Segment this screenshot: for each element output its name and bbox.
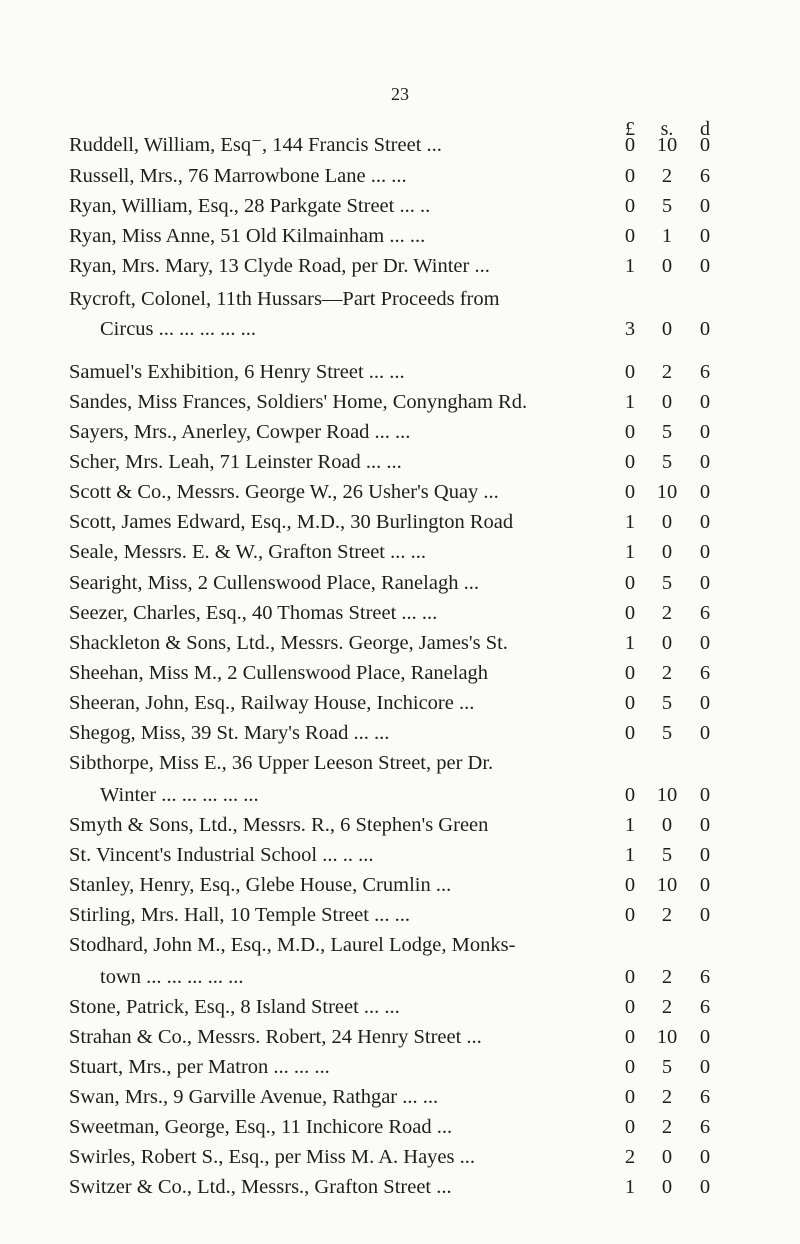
- pence-amount: 0: [699, 225, 711, 247]
- pounds-amount: 0: [624, 602, 636, 624]
- pence-amount: 0: [699, 844, 711, 866]
- list-item: [0, 1052, 800, 1082]
- shillings-amount: 10: [656, 481, 678, 503]
- shillings-amount: 2: [661, 1086, 673, 1108]
- shillings-amount: 2: [661, 904, 673, 926]
- donor-name: Ryan, William, Esq., 28 Parkgate Street ... ..: [69, 195, 431, 217]
- pounds-amount: 0: [624, 451, 636, 473]
- shillings-amount: 5: [661, 722, 673, 744]
- shillings-amount: 0: [661, 814, 673, 836]
- list-item: [0, 314, 800, 344]
- donor-name: Russell, Mrs., 76 Marrowbone Lane ... ...: [69, 165, 407, 187]
- shillings-amount: 0: [661, 541, 673, 563]
- shillings-amount: 0: [661, 632, 673, 654]
- shillings-amount: 0: [661, 255, 673, 277]
- donor-name: Ryan, Mrs. Mary, 13 Clyde Road, per Dr. Winter ...: [69, 255, 490, 277]
- pence-amount: 6: [699, 361, 711, 383]
- list-item: [0, 130, 800, 160]
- pence-amount: 6: [699, 1116, 711, 1138]
- list-item: [0, 658, 800, 688]
- pounds-amount: 0: [624, 784, 636, 806]
- list-item: [0, 1172, 800, 1202]
- pence-amount: 0: [699, 451, 711, 473]
- pence-amount: 6: [699, 966, 711, 988]
- donor-name: Winter ... ... ... ... ...: [100, 784, 259, 806]
- pounds-amount: 1: [624, 511, 636, 533]
- list-item: [0, 1082, 800, 1112]
- list-item: [0, 840, 800, 870]
- pounds-amount: 0: [624, 421, 636, 443]
- shillings-amount: 5: [661, 421, 673, 443]
- list-item: [0, 598, 800, 628]
- pounds-amount: 1: [624, 541, 636, 563]
- donor-name: town ... ... ... ... ...: [100, 966, 244, 988]
- pounds-amount: 0: [624, 996, 636, 1018]
- pence-amount: 0: [699, 481, 711, 503]
- donor-name: Ruddell, William, Esq⁻, 144 Francis Street ...: [69, 134, 442, 156]
- shillings-amount: 2: [661, 602, 673, 624]
- shillings-amount: 2: [661, 662, 673, 684]
- list-item: [0, 870, 800, 900]
- pounds-amount: 0: [624, 361, 636, 383]
- pence-amount: 0: [699, 1026, 711, 1048]
- list-item: [0, 992, 800, 1022]
- donor-name: Strahan & Co., Messrs. Robert, 24 Henry Street ...: [69, 1026, 482, 1048]
- pence-amount: 6: [699, 1086, 711, 1108]
- shillings-amount: 10: [656, 134, 678, 156]
- list-item: [0, 568, 800, 598]
- pence-amount: 6: [699, 602, 711, 624]
- donor-name: Sandes, Miss Frances, Soldiers' Home, Conyngham Rd.: [69, 391, 528, 413]
- pence-amount: 0: [699, 814, 711, 836]
- shillings-amount: 5: [661, 692, 673, 714]
- list-item: [0, 221, 800, 251]
- shillings-amount: 0: [661, 1176, 673, 1198]
- pounds-amount: 1: [624, 391, 636, 413]
- donor-name: Rycroft, Colonel, 11th Hussars—Part Proceeds from: [69, 288, 500, 310]
- pounds-amount: 0: [624, 1026, 636, 1048]
- list-item: [0, 962, 800, 992]
- shillings-amount: 5: [661, 451, 673, 473]
- shillings-amount: 5: [661, 572, 673, 594]
- shillings-amount: 5: [661, 1056, 673, 1078]
- pounds-amount: 0: [624, 874, 636, 896]
- donor-name: Scott & Co., Messrs. George W., 26 Usher's Quay ...: [69, 481, 499, 503]
- donor-name: Shackleton & Sons, Ltd., Messrs. George, James's St.: [69, 632, 508, 654]
- shillings-amount: 2: [661, 996, 673, 1018]
- list-item: [0, 357, 800, 387]
- pence-amount: 0: [699, 1146, 711, 1168]
- donor-name: Switzer & Co., Ltd., Messrs., Grafton Street ...: [69, 1176, 452, 1198]
- list-item: [0, 810, 800, 840]
- list-item: [0, 628, 800, 658]
- list-item: [0, 537, 800, 567]
- pounds-amount: 1: [624, 844, 636, 866]
- pounds-amount: 0: [624, 1056, 636, 1078]
- pounds-amount: 0: [624, 134, 636, 156]
- pounds-amount: 0: [624, 692, 636, 714]
- list-item: [0, 251, 800, 281]
- pence-column-header: d: [700, 118, 710, 140]
- donor-name: Sweetman, George, Esq., 11 Inchicore Road ...: [69, 1116, 453, 1138]
- list-item: [0, 748, 800, 778]
- pounds-amount: 1: [624, 632, 636, 654]
- pence-amount: 0: [699, 692, 711, 714]
- pence-amount: 0: [699, 318, 711, 340]
- shillings-amount: 0: [661, 318, 673, 340]
- donor-name: Stodhard, John M., Esq., M.D., Laurel Lodge, Monks-: [69, 934, 516, 956]
- pence-amount: 0: [699, 541, 711, 563]
- pounds-amount: 0: [624, 225, 636, 247]
- donor-name: Samuel's Exhibition, 6 Henry Street ... ...: [69, 361, 405, 383]
- shillings-amount: 2: [661, 361, 673, 383]
- pence-amount: 0: [699, 255, 711, 277]
- donor-name: Ryan, Miss Anne, 51 Old Kilmainham ... ...: [69, 225, 426, 247]
- shillings-amount: 2: [661, 165, 673, 187]
- pounds-amount: 2: [624, 1146, 636, 1168]
- pounds-column-header: £: [625, 118, 635, 140]
- list-item: [0, 688, 800, 718]
- list-item: [0, 900, 800, 930]
- list-item: [0, 780, 800, 810]
- pounds-amount: 1: [624, 255, 636, 277]
- pence-amount: 0: [699, 874, 711, 896]
- shillings-amount: 2: [661, 1116, 673, 1138]
- list-item: [0, 1142, 800, 1172]
- pence-amount: 0: [699, 391, 711, 413]
- shillings-amount: 10: [656, 784, 678, 806]
- page-number: 23: [391, 84, 409, 104]
- pence-amount: 6: [699, 165, 711, 187]
- pence-amount: 0: [699, 632, 711, 654]
- pence-amount: 6: [699, 662, 711, 684]
- pounds-amount: 1: [624, 814, 636, 836]
- donor-name: Sheehan, Miss M., 2 Cullenswood Place, Ranelagh: [69, 662, 489, 684]
- donor-name: Seale, Messrs. E. & W., Grafton Street ... ...: [69, 541, 426, 563]
- pence-amount: 0: [699, 904, 711, 926]
- list-item: [0, 507, 800, 537]
- donor-name: Stuart, Mrs., per Matron ... ... ...: [69, 1056, 330, 1078]
- pence-amount: 0: [699, 722, 711, 744]
- pounds-amount: 0: [624, 904, 636, 926]
- donor-name: Stanley, Henry, Esq., Glebe House, Crumlin ...: [69, 874, 452, 896]
- donor-name: Sibthorpe, Miss E., 36 Upper Leeson Street, per Dr.: [69, 752, 494, 774]
- pence-amount: 6: [699, 996, 711, 1018]
- shillings-amount: 5: [661, 195, 673, 217]
- donor-name: Scott, James Edward, Esq., M.D., 30 Burlington Road: [69, 511, 514, 533]
- list-item: [0, 930, 800, 960]
- pounds-amount: 1: [624, 1176, 636, 1198]
- pence-amount: 0: [699, 511, 711, 533]
- pounds-amount: 0: [624, 1116, 636, 1138]
- donor-name: St. Vincent's Industrial School ... .. ...: [69, 844, 374, 866]
- pounds-amount: 0: [624, 662, 636, 684]
- pounds-amount: 0: [624, 481, 636, 503]
- pence-amount: 0: [699, 784, 711, 806]
- list-item: [0, 1022, 800, 1052]
- pence-amount: 0: [699, 1056, 711, 1078]
- donor-name: Shegog, Miss, 39 St. Mary's Road ... ...: [69, 722, 390, 744]
- list-item: [0, 284, 800, 314]
- list-item: [0, 477, 800, 507]
- list-item: [0, 417, 800, 447]
- list-item: [0, 447, 800, 477]
- list-item: [0, 191, 800, 221]
- shillings-amount: 1: [661, 225, 673, 247]
- donor-name: Sheeran, John, Esq., Railway House, Inchicore ...: [69, 692, 475, 714]
- pence-amount: 0: [699, 421, 711, 443]
- donor-name: Circus ... ... ... ... ...: [100, 318, 257, 340]
- shillings-amount: 0: [661, 1146, 673, 1168]
- list-item: [0, 161, 800, 191]
- shillings-amount: 2: [661, 966, 673, 988]
- list-item: [0, 387, 800, 417]
- pence-amount: 0: [699, 572, 711, 594]
- pounds-amount: 0: [624, 966, 636, 988]
- donor-name: Searight, Miss, 2 Cullenswood Place, Ranelagh ...: [69, 572, 479, 594]
- list-item: [0, 718, 800, 748]
- donor-name: Sayers, Mrs., Anerley, Cowper Road ... ...: [69, 421, 411, 443]
- donor-name: Seezer, Charles, Esq., 40 Thomas Street ... ...: [69, 602, 438, 624]
- shillings-amount: 5: [661, 844, 673, 866]
- pounds-amount: 0: [624, 195, 636, 217]
- donor-name: Stirling, Mrs. Hall, 10 Temple Street ... ...: [69, 904, 410, 926]
- donor-name: Scher, Mrs. Leah, 71 Leinster Road ... ...: [69, 451, 402, 473]
- pence-amount: 0: [699, 134, 711, 156]
- pounds-amount: 0: [624, 722, 636, 744]
- donor-name: Swirles, Robert S., Esq., per Miss M. A. Hayes ...: [69, 1146, 476, 1168]
- pounds-amount: 0: [624, 572, 636, 594]
- list-item: [0, 1112, 800, 1142]
- donor-name: Stone, Patrick, Esq., 8 Island Street ... ...: [69, 996, 400, 1018]
- pence-amount: 0: [699, 195, 711, 217]
- donor-name: Smyth & Sons, Ltd., Messrs. R., 6 Stephen's Green: [69, 814, 489, 836]
- donor-name: Swan, Mrs., 9 Garville Avenue, Rathgar ... ...: [69, 1086, 439, 1108]
- pence-amount: 0: [699, 1176, 711, 1198]
- shillings-amount: 0: [661, 511, 673, 533]
- pounds-amount: 3: [624, 318, 636, 340]
- pounds-amount: 0: [624, 1086, 636, 1108]
- shillings-column-header: s.: [660, 118, 674, 140]
- shillings-amount: 10: [656, 874, 678, 896]
- pounds-amount: 0: [624, 165, 636, 187]
- shillings-amount: 10: [656, 1026, 678, 1048]
- shillings-amount: 0: [661, 391, 673, 413]
